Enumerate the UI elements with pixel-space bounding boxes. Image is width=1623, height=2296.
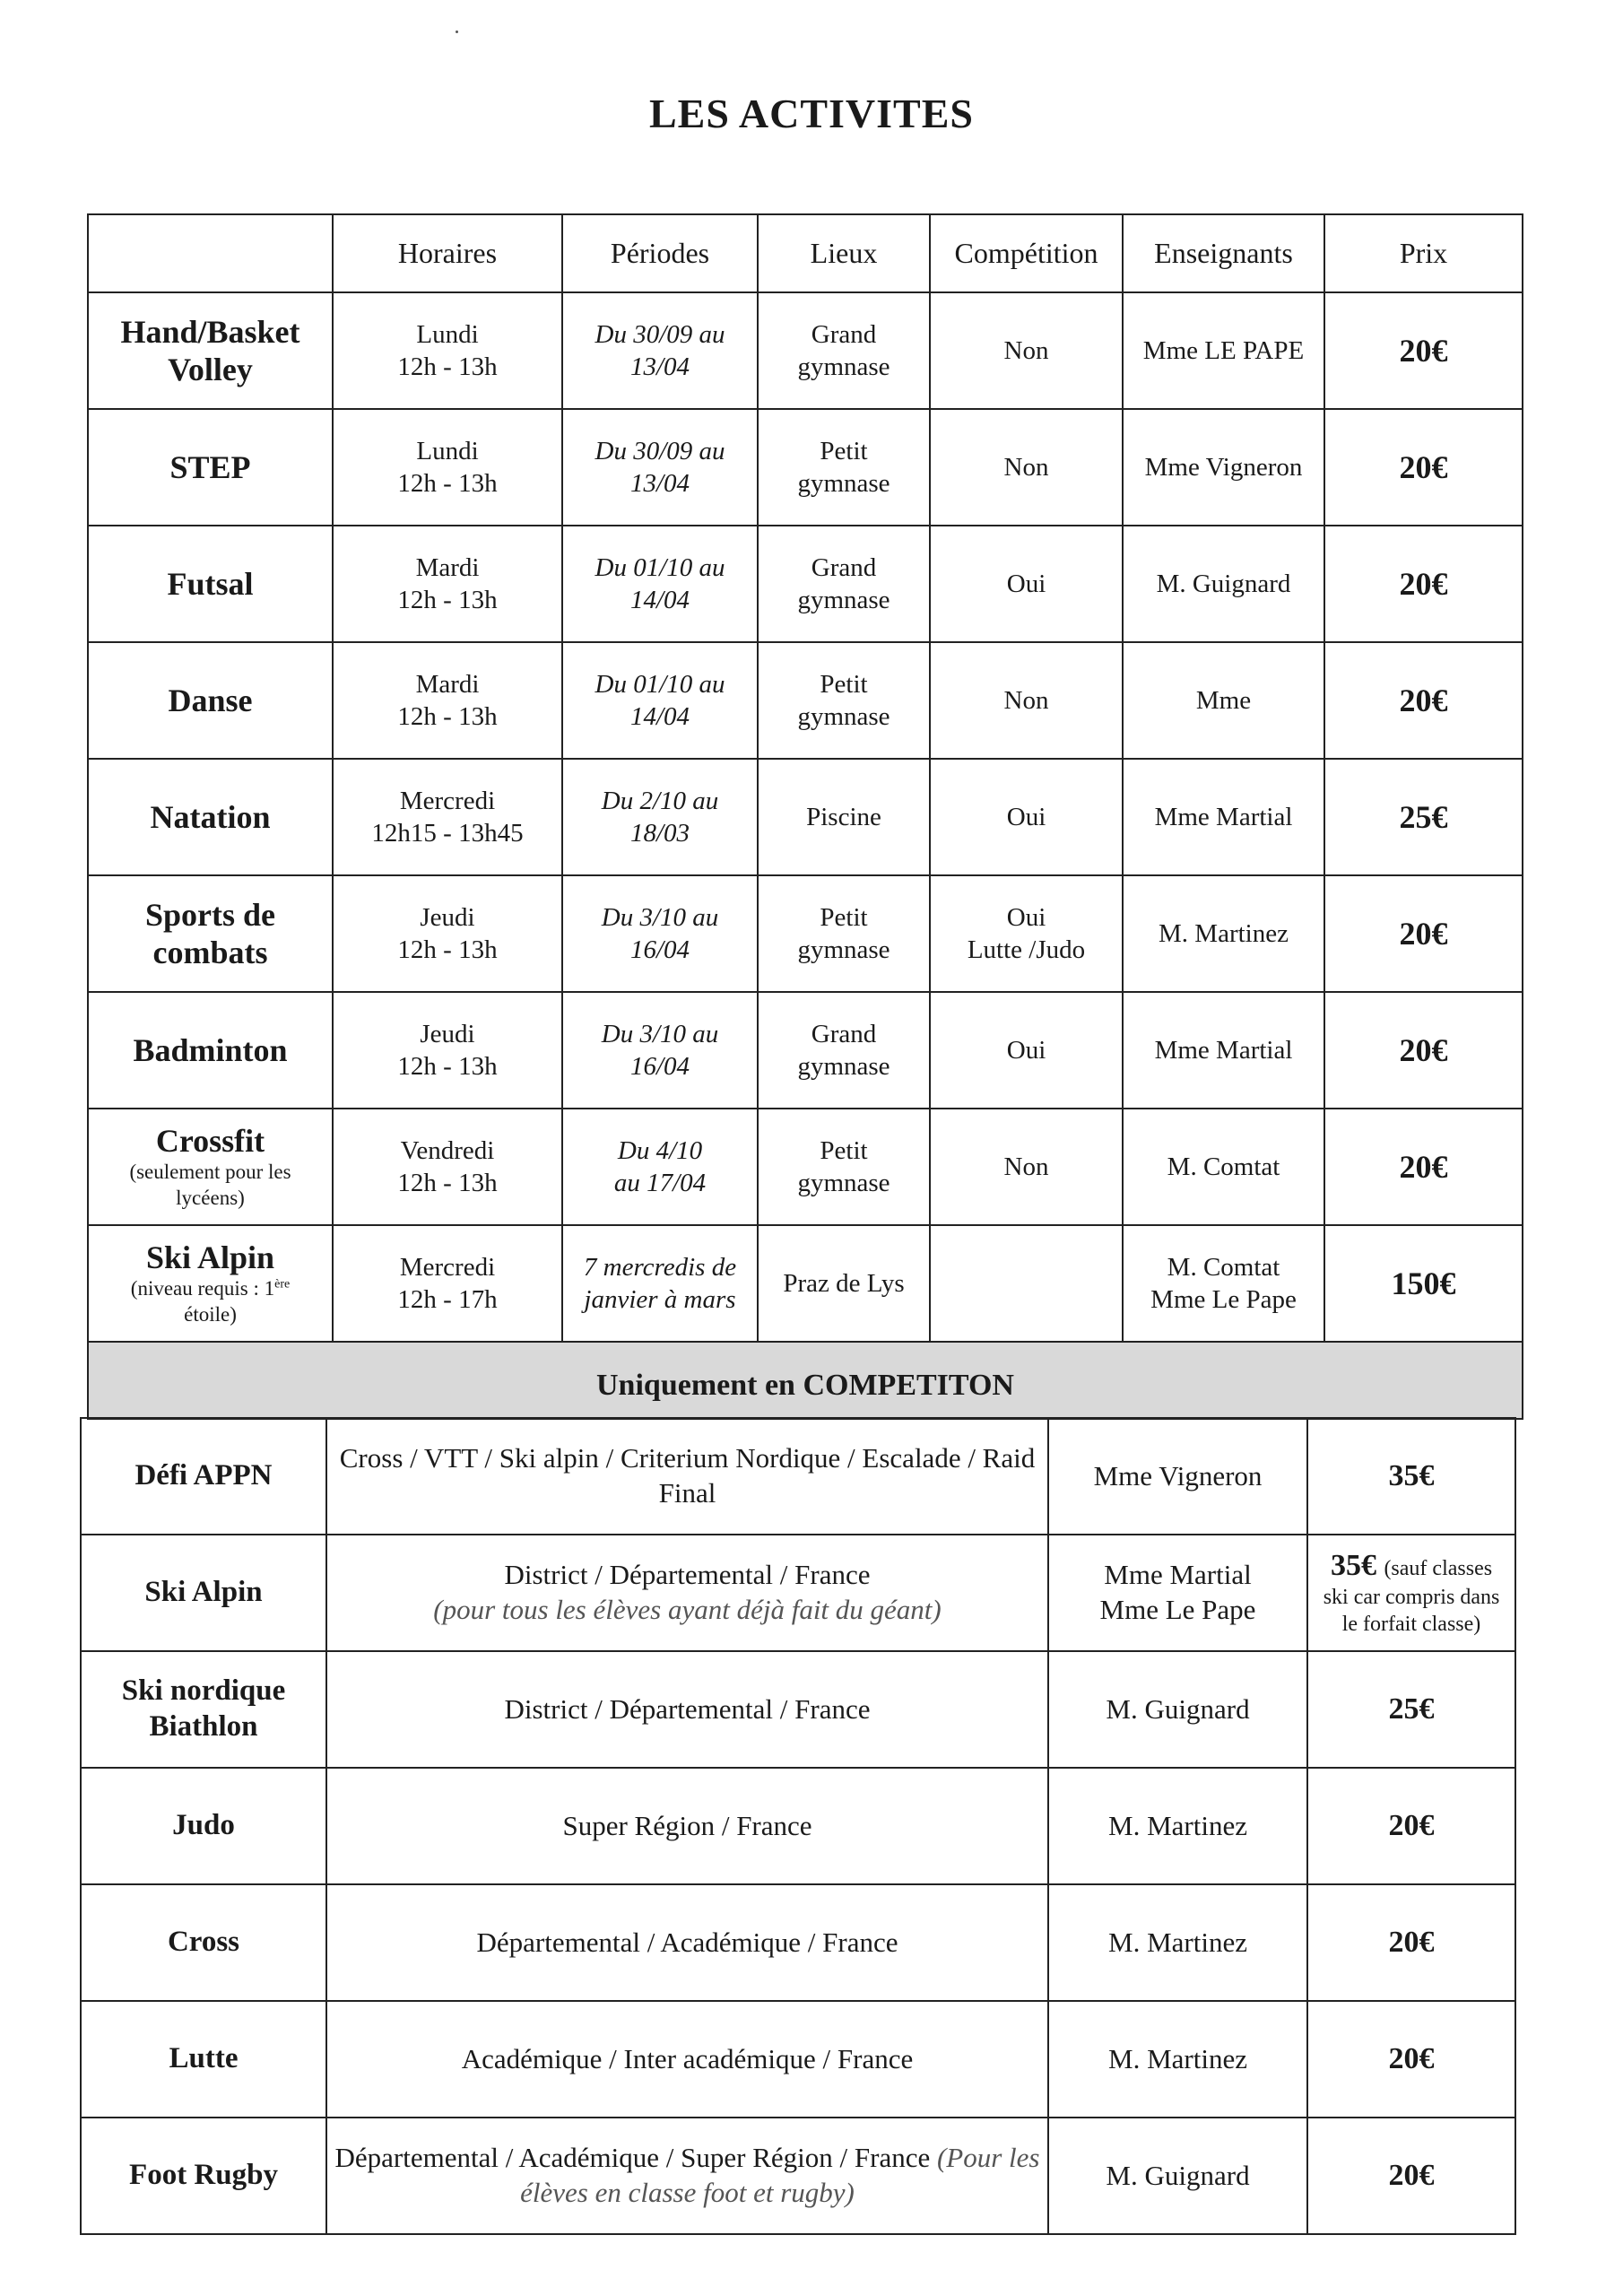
activity-name: Sports de combats — [144, 896, 276, 970]
lieux-cell — [758, 759, 930, 875]
activity-name: Danse — [168, 682, 253, 718]
competition-events-cell — [326, 1768, 1048, 1884]
line: Jeudi — [420, 902, 475, 932]
line: Du 30/09 au — [595, 319, 725, 349]
line: 14/04 — [629, 702, 690, 731]
competition-name: Foot Rugby — [81, 2118, 326, 2234]
header-row — [88, 214, 1523, 292]
competition-row — [81, 1651, 1515, 1768]
line: 16/04 — [629, 935, 690, 964]
enseignants-cell — [1123, 1225, 1324, 1342]
competition-events-note: (Pour les élèves en classe foot et rugby) — [520, 2142, 1040, 2208]
competition-row — [81, 1535, 1515, 1651]
header-lieux: Lieux — [758, 214, 930, 292]
activity-row — [88, 1109, 1523, 1225]
lieux-cell — [758, 526, 930, 642]
competition-cell — [930, 992, 1123, 1109]
activity-row — [88, 409, 1523, 526]
line: Vendredi — [400, 1135, 495, 1165]
activity-name-cell — [88, 759, 333, 875]
competition-cell — [930, 642, 1123, 759]
enseignants-cell — [1123, 409, 1324, 526]
competition-teachers-cell — [1048, 1418, 1307, 1535]
competition-events: District / Départemental / France — [504, 1692, 871, 1725]
line: 12h - 13h — [397, 1052, 498, 1081]
activity-name-cell — [88, 642, 333, 759]
competition-events: Super Région / France — [562, 1809, 812, 1841]
line: Grand — [811, 319, 877, 349]
activity-name-cell — [88, 875, 333, 992]
teacher: M. Guignard — [1106, 1692, 1250, 1725]
line: Mercredi — [399, 1252, 496, 1282]
competition-teachers-cell — [1048, 1651, 1307, 1768]
prix-cell: 20€ — [1324, 642, 1523, 759]
line: M. Martinez — [1159, 918, 1289, 948]
competition-banner-row — [88, 1342, 1523, 1419]
activity-name: Futsal — [167, 565, 254, 602]
competition-teachers-cell — [1048, 1884, 1307, 2001]
competition-row — [81, 2001, 1515, 2118]
competition-name: Défi APPN — [81, 1418, 326, 1535]
line: 12h15 - 13h45 — [371, 819, 524, 848]
competition-price-cell — [1307, 2001, 1515, 2118]
horaires-cell — [333, 1225, 562, 1342]
line: Praz de Lys — [783, 1268, 905, 1298]
activity-note: (seulement pour les lycéens) — [129, 1161, 291, 1210]
activity-name: STEP — [169, 448, 251, 485]
activities-body — [88, 292, 1523, 1342]
competition-price: 20€ — [1388, 1926, 1435, 1960]
header-empty-cell — [88, 214, 333, 292]
line: Mme Le Pape — [1150, 1285, 1297, 1314]
horaires-cell — [333, 1109, 562, 1225]
teacher: M. Martinez — [1108, 1926, 1247, 1958]
activity-name-cell — [88, 992, 333, 1109]
competition-events-cell — [326, 2001, 1048, 2118]
page-title: LES ACTIVITES — [649, 91, 974, 136]
activity-name: Crossfit — [155, 1123, 265, 1160]
competition-price-cell — [1307, 1768, 1515, 1884]
competition-events: District / Départemental / France — [504, 1559, 871, 1591]
line: 7 mercredis de — [583, 1252, 737, 1282]
line: M. Guignard — [1156, 569, 1291, 598]
line: gymnase — [797, 702, 890, 731]
header-enseignants: Enseignants — [1123, 214, 1324, 292]
teacher: Mme Martial — [1104, 1559, 1252, 1591]
line: Du 3/10 au — [601, 902, 719, 932]
line: 12h - 13h — [397, 1169, 498, 1197]
competition-row — [81, 1418, 1515, 1535]
competition-price-cell — [1307, 1418, 1515, 1535]
competition-events: Départemental / Académique / France — [476, 1926, 898, 1958]
competition-events-cell — [326, 1418, 1048, 1535]
periodes-cell — [562, 642, 758, 759]
teacher: Mme Vigneron — [1093, 1459, 1263, 1492]
header-prix: Prix — [1324, 214, 1523, 292]
line: 13/04 — [629, 469, 690, 498]
line: Petit — [820, 902, 868, 932]
competition-events: Académique / Inter académique / France — [461, 2042, 914, 2074]
horaires-cell — [333, 642, 562, 759]
line: gymnase — [797, 586, 890, 614]
competition-cell — [930, 1109, 1123, 1225]
enseignants-cell — [1123, 1109, 1324, 1225]
line: M. Comtat — [1167, 1252, 1280, 1282]
horaires-cell — [333, 875, 562, 992]
competition-body — [81, 1418, 1515, 2234]
line: Mme Martial — [1154, 1035, 1293, 1065]
competition-events-cell — [326, 1535, 1048, 1651]
activity-row — [88, 992, 1523, 1109]
lieux-cell — [758, 642, 930, 759]
line: 12h - 17h — [397, 1285, 498, 1314]
competition-name: Ski nordique Biathlon — [81, 1651, 326, 1768]
line: 12h - 13h — [397, 352, 498, 381]
competition-name: Judo — [81, 1768, 326, 1884]
competition-cell — [930, 875, 1123, 992]
competition-events-cell — [326, 1651, 1048, 1768]
prix-cell: 20€ — [1324, 409, 1523, 526]
competition-price-cell — [1307, 2118, 1515, 2234]
header-horaires: Horaires — [333, 214, 562, 292]
periodes-cell — [562, 292, 758, 409]
line: gymnase — [797, 469, 890, 498]
line: Lutte /Judo — [967, 935, 1086, 964]
prix-cell: 20€ — [1324, 526, 1523, 642]
horaires-cell — [333, 992, 562, 1109]
header-competition: Compétition — [930, 214, 1123, 292]
competition-name: Lutte — [81, 2001, 326, 2118]
line: M. Comtat — [1167, 1152, 1280, 1181]
competition-events-cell — [326, 1884, 1048, 2001]
competition-teachers-cell — [1048, 2001, 1307, 2118]
competition-banner-text: Uniquement en COMPETITON — [596, 1369, 1014, 1402]
competition-cell — [930, 759, 1123, 875]
header-periodes: Périodes — [562, 214, 758, 292]
teacher: M. Martinez — [1108, 2042, 1247, 2074]
line: gymnase — [797, 935, 890, 964]
scan-speck — [456, 30, 458, 33]
teacher: M. Guignard — [1106, 2159, 1250, 2191]
activity-name-cell — [88, 1109, 333, 1225]
prix-cell: 20€ — [1324, 992, 1523, 1109]
line: Jeudi — [420, 1019, 475, 1048]
activity-name: Badminton — [133, 1031, 288, 1068]
competition-price-note: (sauf classes — [1384, 1557, 1493, 1581]
competition-price-cell — [1307, 1651, 1515, 1768]
line: 13/04 — [629, 352, 690, 381]
activity-name: Natation — [150, 798, 271, 835]
lieux-cell — [758, 875, 930, 992]
competition-price: 25€ — [1388, 1692, 1435, 1726]
enseignants-cell — [1123, 759, 1324, 875]
competition-name: Ski Alpin — [81, 1535, 326, 1651]
competition-price: 20€ — [1388, 2042, 1435, 2076]
competition-events: Cross / VTT / Ski alpin / Criterium Nordique / Escalade / Raid Final — [339, 1442, 1036, 1509]
periodes-cell — [562, 1225, 758, 1342]
line: 12h - 13h — [397, 702, 498, 731]
prix-cell: 20€ — [1324, 875, 1523, 992]
periodes-cell — [562, 409, 758, 526]
line: 12h - 13h — [397, 586, 498, 614]
activity-row — [88, 1225, 1523, 1342]
line: 12h - 13h — [397, 469, 498, 498]
prix-cell: 25€ — [1324, 759, 1523, 875]
line: Du 01/10 au — [595, 669, 725, 699]
line: au 17/04 — [613, 1169, 707, 1197]
lieux-cell — [758, 292, 930, 409]
line: Du 30/09 au — [595, 436, 725, 465]
enseignants-cell — [1123, 875, 1324, 992]
periodes-cell — [562, 526, 758, 642]
competition-events-cell — [326, 2118, 1048, 2234]
competition-teachers-cell — [1048, 1535, 1307, 1651]
line: Oui — [1006, 802, 1046, 831]
line: Mme — [1195, 685, 1252, 715]
line: Du 3/10 au — [601, 1019, 719, 1048]
line: Oui — [1006, 1035, 1046, 1065]
line: Du 4/10 — [617, 1135, 703, 1165]
competition-cell — [930, 526, 1123, 642]
competition-price: 35€ — [1388, 1459, 1435, 1493]
line: Lundi — [416, 436, 479, 465]
line: Oui — [1006, 569, 1046, 598]
ski-note-after: étoile) — [184, 1303, 237, 1326]
activity-name: Hand/Basket Volley — [120, 313, 300, 387]
line: Mercredi — [399, 786, 496, 815]
competition-cell — [930, 1225, 1123, 1342]
enseignants-cell — [1123, 642, 1324, 759]
line: Mme Vigneron — [1144, 452, 1303, 482]
horaires-cell — [333, 526, 562, 642]
lieux-cell — [758, 1109, 930, 1225]
line: Non — [1003, 1152, 1049, 1181]
teacher: M. Martinez — [1108, 1809, 1247, 1841]
enseignants-cell — [1123, 526, 1324, 642]
line: Mme LE PAPE — [1142, 335, 1305, 365]
line: janvier à mars — [584, 1285, 736, 1314]
competition-name: Cross — [81, 1884, 326, 2001]
lieux-cell — [758, 992, 930, 1109]
line: 16/04 — [629, 1052, 690, 1081]
line: Lundi — [416, 319, 479, 349]
line: Grand — [811, 1019, 877, 1048]
competition-price: 35€ — [1330, 1549, 1376, 1583]
competition-price: 20€ — [1388, 2159, 1435, 2193]
line: Mardi — [415, 552, 480, 582]
competition-price-cell — [1307, 1535, 1515, 1651]
horaires-cell — [333, 292, 562, 409]
line: Du 2/10 au — [601, 786, 719, 815]
enseignants-cell — [1123, 292, 1324, 409]
line: Oui — [1006, 902, 1046, 932]
activity-name: Ski Alpin — [145, 1239, 275, 1276]
competition-row — [81, 1884, 1515, 2001]
line: gymnase — [797, 1052, 890, 1081]
prix-cell: 150€ — [1324, 1225, 1523, 1342]
competition-cell — [930, 292, 1123, 409]
lieux-cell — [758, 1225, 930, 1342]
prix-cell: 20€ — [1324, 292, 1523, 409]
ski-note-before: (niveau requis : 1 — [130, 1277, 275, 1300]
activity-row — [88, 292, 1523, 409]
line: Petit — [820, 1135, 868, 1165]
competition-price-cell — [1307, 1884, 1515, 2001]
activities-table — [87, 213, 1523, 1420]
line: gymnase — [797, 1169, 890, 1197]
activity-row — [88, 875, 1523, 992]
line: Non — [1003, 452, 1049, 482]
prix-cell: 20€ — [1324, 1109, 1523, 1225]
activity-row — [88, 759, 1523, 875]
teacher: Mme Le Pape — [1099, 1594, 1256, 1625]
horaires-cell — [333, 759, 562, 875]
competition-price: 20€ — [1388, 1809, 1435, 1843]
activity-name-cell — [88, 526, 333, 642]
competition-row — [81, 1768, 1515, 1884]
competition-teachers-cell — [1048, 1768, 1307, 1884]
periodes-cell — [562, 875, 758, 992]
competition-teachers-cell — [1048, 2118, 1307, 2234]
line: Du 01/10 au — [595, 552, 725, 582]
line: gymnase — [797, 352, 890, 381]
activity-name-cell — [88, 409, 333, 526]
line: Non — [1003, 335, 1049, 365]
competition-events-note: (pour tous les élèves ayant déjà fait du géant) — [433, 1594, 942, 1625]
competition-row — [81, 2118, 1515, 2234]
activity-note — [94, 1276, 326, 1328]
line: Non — [1003, 685, 1049, 715]
competition-cell — [930, 409, 1123, 526]
ski-note-sup: ère — [274, 1277, 291, 1292]
line: Grand — [811, 552, 877, 582]
horaires-cell — [333, 409, 562, 526]
activity-name-cell — [88, 292, 333, 409]
periodes-cell — [562, 992, 758, 1109]
lieux-cell — [758, 409, 930, 526]
periodes-cell — [562, 759, 758, 875]
competition-events: Départemental / Académique / Super Région / France — [334, 2142, 931, 2174]
line: 18/03 — [629, 819, 690, 848]
line: Mme Martial — [1154, 802, 1293, 831]
line: Mardi — [415, 669, 480, 699]
activity-row — [88, 642, 1523, 759]
enseignants-cell — [1123, 992, 1324, 1109]
line: 12h - 13h — [397, 935, 498, 964]
line: Piscine — [806, 802, 881, 831]
activity-name-cell — [88, 1225, 333, 1342]
line: Petit — [820, 436, 868, 465]
competition-table — [80, 1417, 1516, 2235]
competition-banner — [88, 1342, 1523, 1419]
line: Petit — [820, 669, 868, 699]
activity-row — [88, 526, 1523, 642]
competition-price-note-2: ski car compris dans le forfait classe) — [1323, 1585, 1500, 1636]
line: 14/04 — [629, 586, 690, 614]
periodes-cell — [562, 1109, 758, 1225]
